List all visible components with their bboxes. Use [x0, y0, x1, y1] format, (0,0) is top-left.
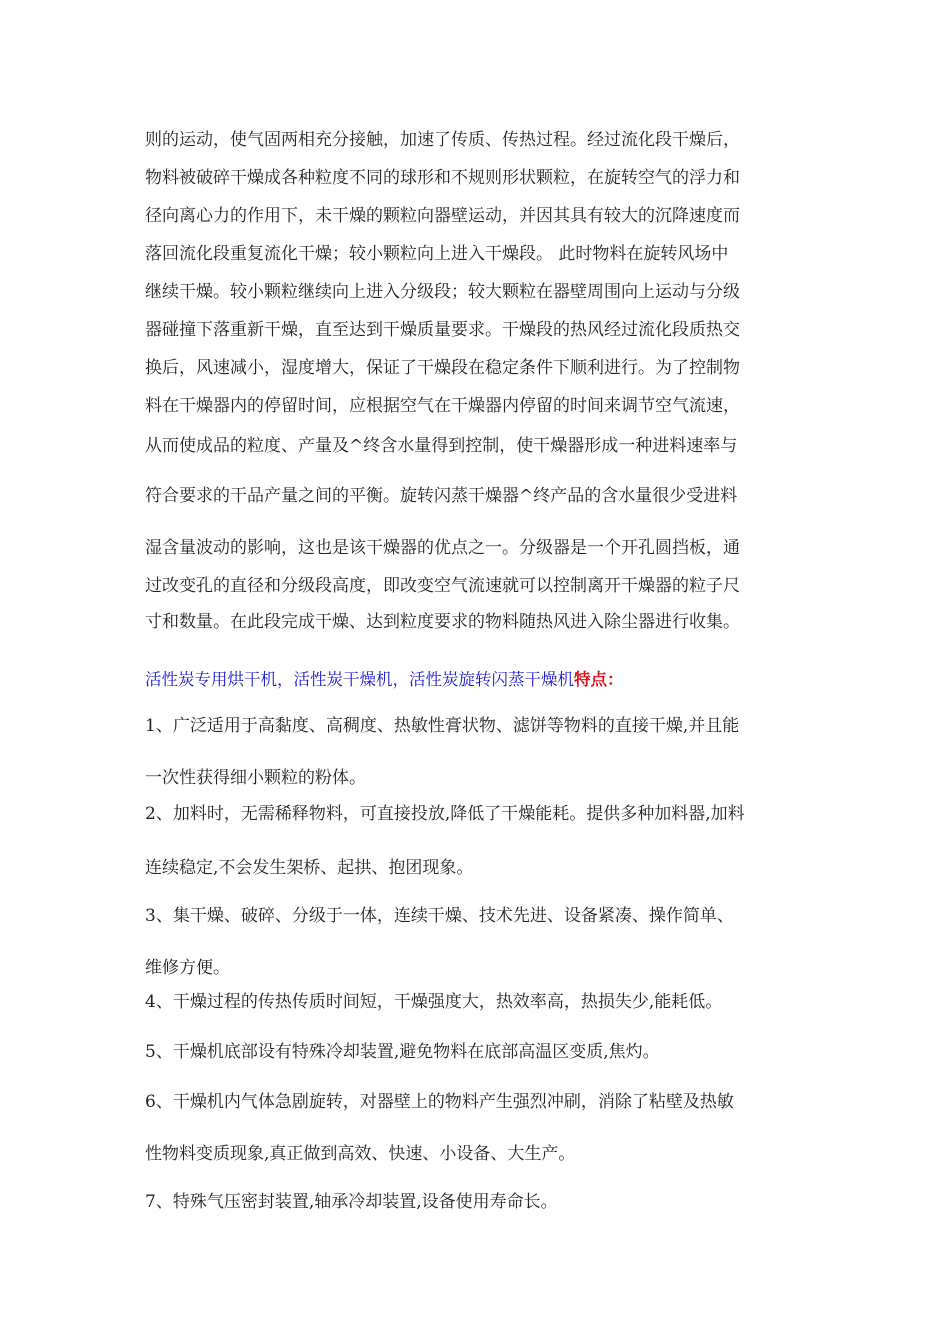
paragraph-line: 料在干燥器内的停留时间，应根据空气在干燥器内停留的时间来调节空气流速， — [145, 396, 740, 416]
feature-line: 7、特殊气压密封装置,轴承冷却装置,设备使用寿命长。 — [145, 1192, 558, 1212]
feature-line: 3、集干燥、破碎、分级于一体，连续干燥、技术先进、设备紧凑、操作简单、 — [145, 906, 734, 926]
feature-line: 维修方便。 — [145, 958, 230, 978]
paragraph-line: 过改变孔的直径和分级段高度，即改变空气流速就可以控制离开干燥器的粒子尺 — [145, 576, 740, 596]
feature-line: 连续稳定,不会发生架桥、起拱、抱团现象。 — [145, 858, 474, 878]
features-heading-label: 特点： — [574, 670, 624, 689]
paragraph-line: 继续干燥。较小颗粒继续向上进入分级段；较大颗粒在器壁周围向上运动与分级 — [145, 282, 740, 302]
paragraph-line: 径向离心力的作用下，未干燥的颗粒向器壁运动，并因其具有较大的沉降速度而 — [145, 206, 740, 226]
paragraph-line: 器碰撞下落重新干燥，直至达到干燥质量要求。干燥段的热风经过流化段质热交 — [145, 320, 740, 340]
feature-line: 2、加料时，无需稀释物料，可直接投放,降低了干燥能耗。提供多种加料器,加料 — [145, 804, 745, 824]
paragraph-line: 符合要求的干品产量之间的平衡。旋转闪蒸干燥器^终产品的含水量很少受进料 — [145, 486, 738, 506]
feature-line: 6、干燥机内气体急剧旋转，对器壁上的物料产生强烈冲刷，消除了粘壁及热敏 — [145, 1092, 734, 1112]
paragraph-line: 物料被破碎干燥成各种粒度不同的球形和不规则形状颗粒，在旋转空气的浮力和 — [145, 168, 740, 188]
paragraph-line: 落回流化段重复流化干燥；较小颗粒向上进入干燥段。 此时物料在旋转风场中 — [145, 244, 729, 264]
paragraph-line: 换后，风速减小，湿度增大，保证了干燥段在稳定条件下顺利进行。为了控制物 — [145, 358, 740, 378]
paragraph-line: 从而使成品的粒度、产量及^终含水量得到控制，使干燥器形成一种进料速率与 — [145, 436, 738, 456]
paragraph-line: 则的运动，使气固两相充分接触，加速了传质、传热过程。经过流化段干燥后， — [145, 130, 740, 150]
paragraph-line: 湿含量波动的影响，这也是该干燥器的优点之一。分级器是一个开孔圆挡板，通 — [145, 538, 740, 558]
feature-line: 5、干燥机底部设有特殊冷却装置,避免物料在底部高温区变质,焦灼。 — [145, 1042, 660, 1062]
feature-line: 性物料变质现象,真正做到高效、快速、小设备、大生产。 — [145, 1144, 576, 1164]
features-heading — [145, 668, 825, 692]
feature-line: 1、广泛适用于高黏度、高稠度、热敏性膏状物、滤饼等物料的直接干燥,并且能 — [145, 716, 740, 736]
features-heading-keywords: 活性炭专用烘干机，活性炭干燥机，活性炭旋转闪蒸干燥机 — [145, 670, 574, 689]
feature-line: 4、干燥过程的传热传质时间短，干燥强度大，热效率高，热损失少,能耗低。 — [145, 992, 723, 1012]
paragraph-line: 寸和数量。在此段完成干燥、达到粒度要求的物料随热风进入除尘器进行收集。 — [145, 612, 740, 632]
feature-line: 一次性获得细小颗粒的粉体。 — [145, 768, 366, 788]
